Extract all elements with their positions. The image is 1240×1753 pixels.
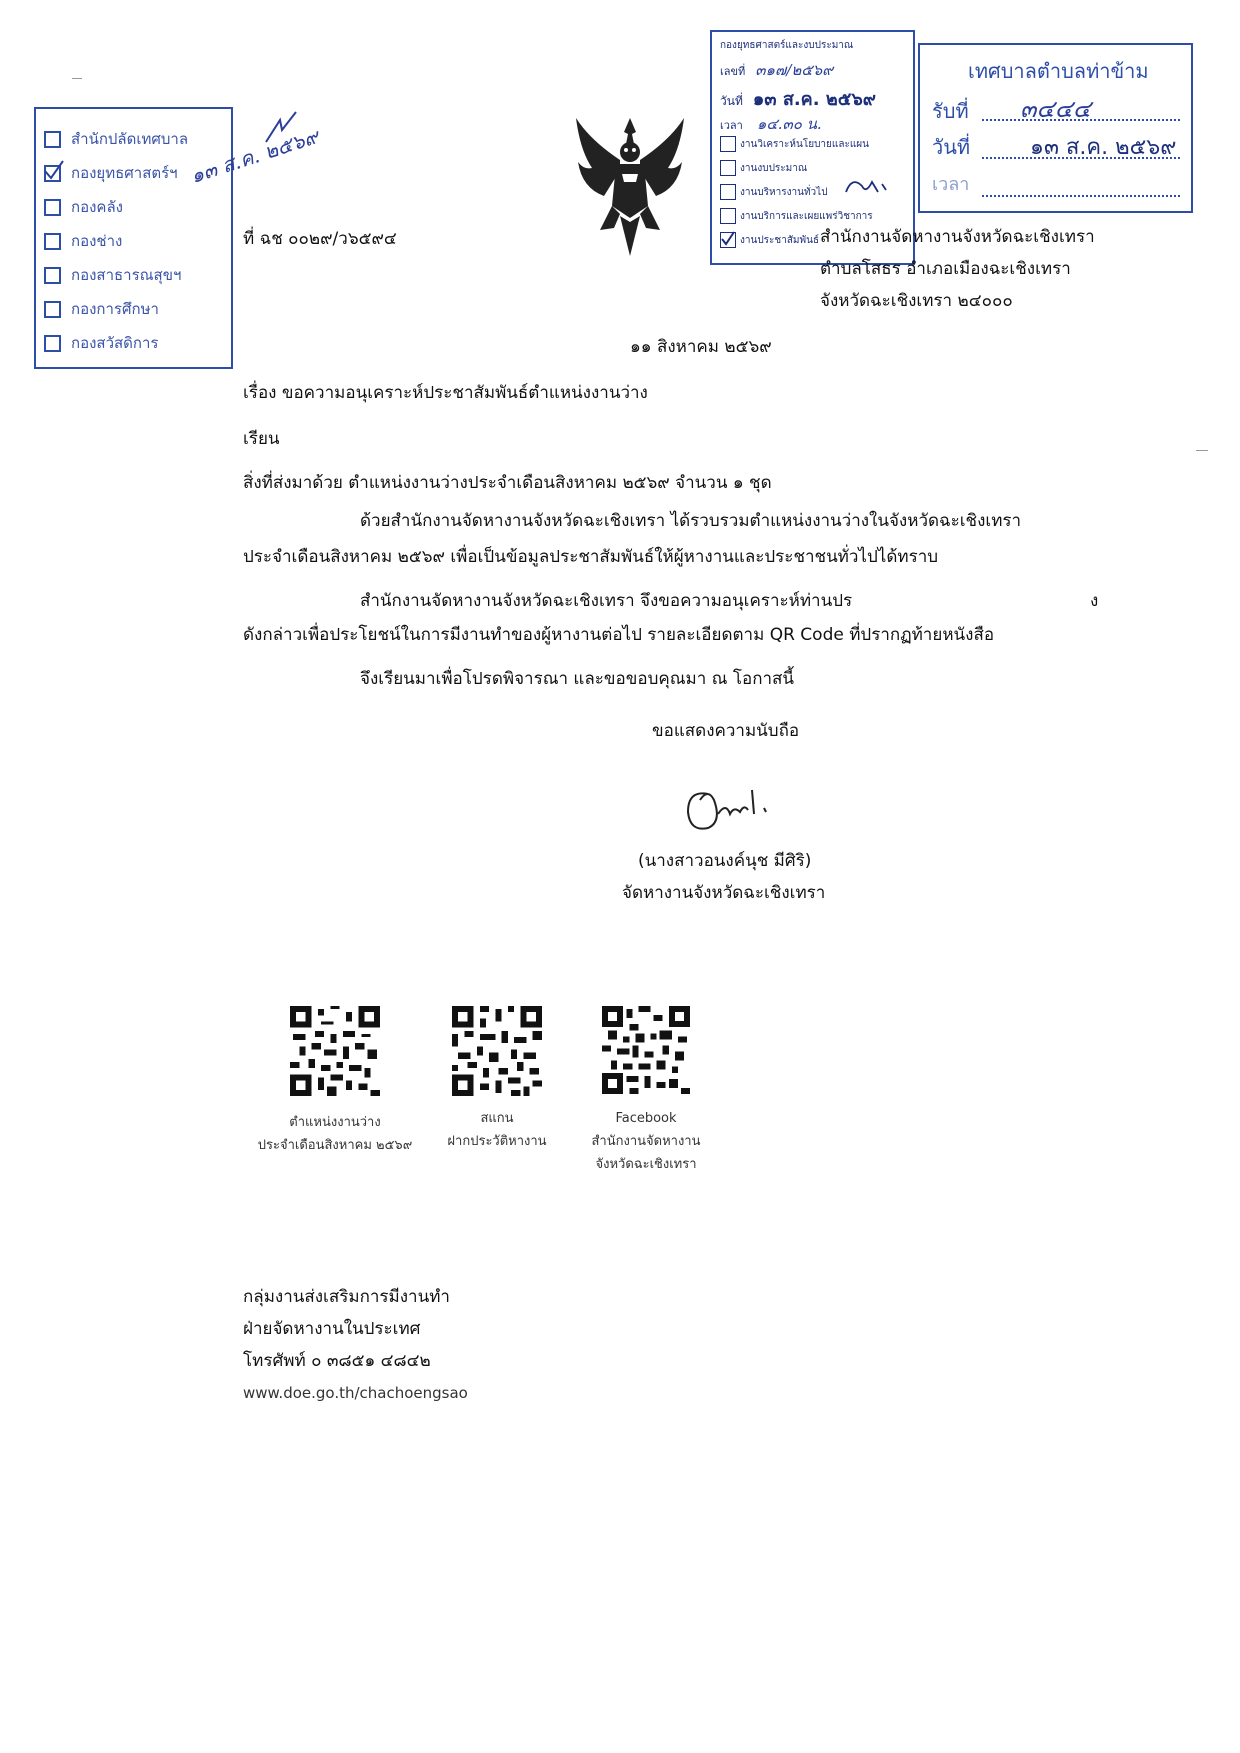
stamp-number-row: เลขที่ ๓๑๗/๒๕๖๙ [720,61,834,79]
handwritten-date: ๑๓ ส.ค. ๒๕๖๙ [187,124,322,188]
dotted-line [982,119,1180,121]
signer-name: (นางสาวอนงค์นุช มีศิริ) [638,851,812,871]
body-paragraph-1-line-1: ด้วยสำนักงานจัดหางานจังหวัดฉะเชิงเทรา ได้รวบรวมตำแหน่งงานว่างในจังหวัดฉะเชิงเทรา [360,511,1022,531]
pen-mark-icon [262,108,302,148]
stamp-item: งานวิเคราะห์นโยบายและแผน [720,136,869,152]
sender-line: สำนักงานจัดหางานจังหวัดฉะเชิงเทรา [820,227,1095,247]
signature-icon [678,780,788,840]
sender-line: ตำบลโสธร อำเภอเมืองฉะเชิงเทรา [820,259,1071,279]
scan-mark [72,78,82,79]
checkbox-icon [720,208,736,224]
checkbox-checked-icon [44,165,61,182]
checkbox-icon [44,131,61,148]
body-paragraph-3: จึงเรียนมาเพื่อโปรดพิจารณา และขอขอบคุณมา ณ โอกาสนี้ [360,669,795,689]
body-paragraph-1-line-2: ประจำเดือนสิงหาคม ๒๕๖๙ เพื่อเป็นข้อมูลประชาสัมพันธ์ให้ผู้หางานและประชาชนทั่วไปได้ทราบ [243,547,939,567]
routing-item: กองยุทธศาสตร์ฯ [44,161,178,185]
routing-item: กองช่าง [44,229,122,253]
checkbox-icon [44,335,61,352]
checkbox-icon [44,233,61,250]
stamp-title: กองยุทธศาสตร์และงบประมาณ [720,40,854,51]
garuda-emblem-icon [570,110,690,260]
receive-date: ๑๓ ส.ค. ๒๕๖๙ [1030,135,1177,160]
initials-mark-icon [842,172,892,202]
receive-label: รับที่ [932,99,969,123]
dotted-line [982,157,1180,159]
qr-code-icon [452,1006,542,1096]
footer-phone: โทรศัพท์ ๐ ๓๘๕๑ ๔๘๔๒ [243,1351,431,1371]
qr-code-icon [602,1006,690,1094]
salutation: เรียน [243,429,280,449]
dotted-line [982,195,1180,197]
body-paragraph-2-line-2: ดังกล่าวเพื่อประโยชน์ในการมีงานทำของผู้หางานต่อไป รายละเอียดตาม QR Code ที่ปรากฏท้ายหนังสือ [243,625,995,645]
receipt-stamp [918,43,1193,213]
qr-caption: ตำแหน่งงานว่าง ประจำเดือนสิงหาคม ๒๕๖๙ [257,1115,413,1153]
checkbox-icon [44,301,61,318]
closing: ขอแสดงความนับถือ [652,721,800,741]
sender-line: จังหวัดฉะเชิงเทรา ๒๔๐๐๐ [820,291,1013,311]
receive-number: ๓๔๔๔ [1020,95,1091,123]
enclosure-line: สิ่งที่ส่งมาด้วย ตำแหน่งงานว่างประจำเดือนสิงหาคม ๒๕๖๙ จำนวน ๑ ชุด [243,473,772,493]
body-paragraph-2-line-1: สำนักงานจัดหางานจังหวัดฉะเชิงเทรา จึงขอความอนุเคราะห์ท่านปร [360,591,853,611]
qr-caption: สแกน ฝากประวัติหางาน [447,1111,547,1149]
footer-section: ฝ่ายจัดหางานในประเทศ [243,1319,421,1339]
qr-code-icon [290,1006,380,1096]
stamp-item: งานงบประมาณ [720,160,807,176]
routing-item: กองการศึกษา [44,297,159,321]
date-label: วันที่ [932,135,971,159]
letter-date: ๑๑ สิงหาคม ๒๕๖๙ [630,337,772,357]
checkbox-icon [720,160,736,176]
stamp-date-row: วันที่ ๑๓ ส.ค. ๒๕๖๙ [720,89,876,110]
footer-website: www.doe.go.th/chachoengsao [243,1384,468,1402]
footer-department: กลุ่มงานส่งเสริมการมีงานทำ [243,1287,450,1307]
scan-mark [1196,450,1208,451]
subject-line: เรื่อง ขอความอนุเคราะห์ประชาสัมพันธ์ตำแหน่งงานว่าง [243,383,648,403]
routing-item: กองคลัง [44,195,123,219]
stamp-item: งานบริหารงานทั่วไป [720,184,828,200]
checkbox-icon [720,136,736,152]
document-number: ที่ ฉช ๐๐๒๙/ว๖๕๙๔ [243,229,397,249]
checkbox-icon [44,267,61,284]
checkbox-icon [720,184,736,200]
stamp-item: งานประชาสัมพันธ์ [720,232,819,248]
routing-stamp [34,107,233,369]
body-paragraph-2-line-1-end: ง [1090,591,1099,611]
routing-item: กองสาธารณสุขฯ [44,263,181,287]
signer-title: จัดหางานจังหวัดฉะเชิงเทรา [622,883,826,903]
routing-item: กองสวัสดิการ [44,331,158,355]
checkbox-checked-icon [720,232,736,248]
stamp-title: เทศบาลตำบลท่าข้าม [968,59,1149,83]
stamp-item: งานบริการและเผยแพร่วิชาการ [720,208,873,224]
time-label: เวลา [932,174,970,195]
checkbox-icon [44,199,61,216]
routing-item: สำนักปลัดเทศบาล [44,127,188,151]
qr-caption: Facebook สำนักงานจัดหางาน จังหวัดฉะเชิงเทรา [591,1111,701,1172]
stamp-time-row: เวลา ๑๔.๓๐ น. [720,115,822,133]
